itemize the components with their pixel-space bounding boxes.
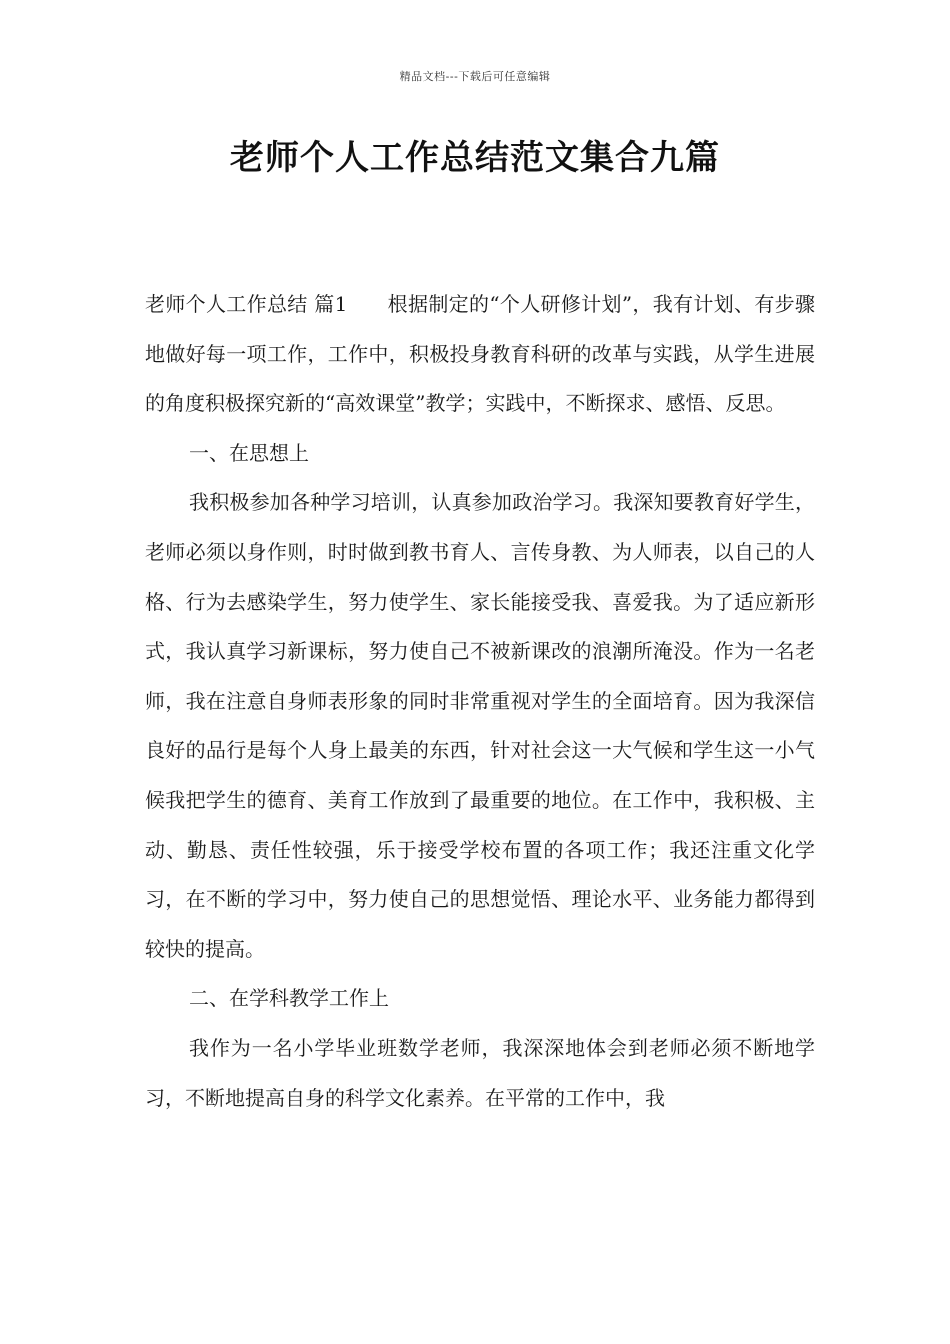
intro-paragraph <box>145 280 815 429</box>
intro-text: 根据制定的“个人研修计划”，我有计划、有步骤地做好每一项工作，工作中，积极投身教育科研的改革与实践，从学生进展的角度积极探究新的“高效课堂”教学；实践中，不断探求、感悟、反思。 <box>145 292 815 416</box>
document-body <box>145 280 815 1123</box>
document-title: 老师个人工作总结范文集合九篇 <box>230 138 720 178</box>
intro-heading: 老师个人工作总结 篇1 <box>145 292 348 316</box>
section-paragraph: 我作为一名小学毕业班数学老师，我深深地体会到老师必须不断地学习，不断地提高自身的科学文化素养。在平常的工作中，我 <box>145 1035 815 1110</box>
section-paragraph: 我积极参加各种学习培训，认真参加政治学习。我深知要教育好学生，老师必须以身作则，时时做到教书育人、言传身教、为人师表，以自己的人格、行为去感染学生，努力使学生、家长能接受我、喜爱我。为了适应新形式，我认真学习新课标，努力使自己不被新课改的浪潮所淹没。作为一名老师，我在注意自身师表形象的同时非常重视对学生的全面培育。因为我深信良好的品行是每个人身上最美的东西，针对社会这一大气候和学生这一小气候我把学生的德育、美育工作放到了最重要的地位。在工作中，我积极、主动、勤恳、责任性较强，乐于接受学校布置的各项工作；我还注重文化学习，在不断的学习中，努力使自己的思想觉悟、理论水平、业务能力都得到较快的提高。 <box>145 490 815 961</box>
header-note: 精品文档---下载后可任意编辑 <box>399 70 551 83</box>
section-heading: 二、在学科教学工作上 <box>189 986 389 1011</box>
section-heading: 一、在思想上 <box>189 440 309 465</box>
